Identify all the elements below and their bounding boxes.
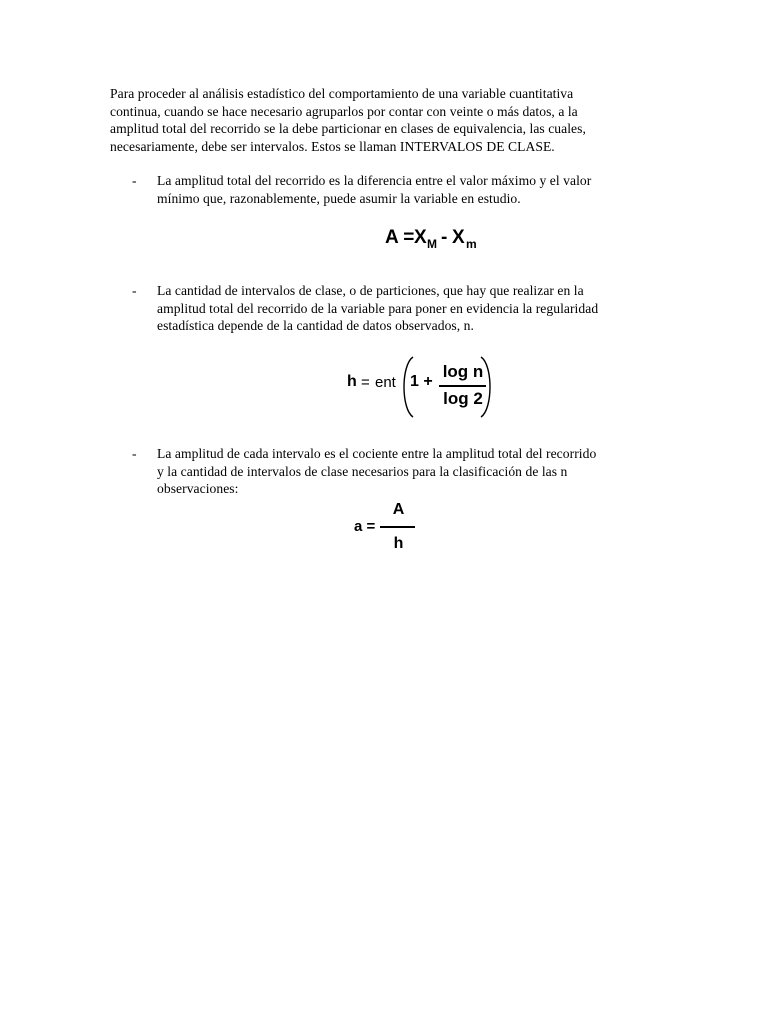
bullet-line: y la cantidad de intervalos de clase necesarios para la clasificación de las n [157,463,568,479]
formula-amplitude-x-min: X [452,227,465,248]
fraction-line [380,526,415,528]
formula-amplitude-sub-max: M [427,237,437,251]
formula-h-equals: = [361,374,370,391]
formula-amplitude-lhs: A = [385,227,415,248]
formula-h-denominator: log 2 [443,389,483,408]
intro-line: Para proceder al análisis estadístico del comportamiento de una variable cuantitativa [110,86,574,101]
bullet-line: observaciones: [157,481,239,496]
formula-width [354,500,424,560]
formula-h-one-plus: 1 + [410,373,433,390]
fraction-line [439,385,486,387]
bullet-dash: - [132,283,137,298]
formula-amplitude-x-max: X [414,227,427,248]
formula-amplitude-sub-min: m [466,237,477,251]
formula-a-denominator: h [393,535,404,552]
formula-h-func: ent [375,374,396,391]
bullet-text [157,445,596,498]
bullet-line: La amplitud total del recorrido es la diferencia entre el valor máximo y el valor [157,173,592,188]
intro-line: necesariamente, debe ser intervalos. Estos se llaman INTERVALOS DE CLASE. [110,138,555,154]
formula-amplitude [385,224,505,254]
bullet-text [157,282,598,335]
formula-h-var: h [347,373,357,390]
intro-line: amplitud total del recorrido se la debe particionar en clases de equivalencia, las cuales, [110,121,586,136]
bullet-text [157,172,591,207]
bullet-line: amplitud total del recorrido de la variable para poner en evidencia la regularidad [157,300,599,316]
bullet-line: La amplitud de cada intervalo es el cociente entre la amplitud total del recorrido [157,446,597,461]
intro-paragraph [110,85,670,155]
bullet-dash: - [132,446,137,461]
formula-intervals [347,355,507,419]
formula-h-numerator: log n [442,362,484,381]
formula-amplitude-minus: - [441,227,448,248]
bullet-line: estadística depende de la cantidad de datos observados, n. [157,318,474,333]
formula-a-lhs: a = [354,518,376,535]
bullet-dash: - [132,173,137,188]
formula-a-numerator: A [392,501,405,518]
bullet-line: mínimo que, razonablemente, puede asumir la variable en estudio. [157,190,521,206]
bullet-line: La cantidad de intervalos de clase, o de particiones, que hay que realizar en la [157,283,584,298]
intro-line: continua, cuando se hace necesario agruparlos por contar con veinte o más datos, a la [110,103,578,119]
